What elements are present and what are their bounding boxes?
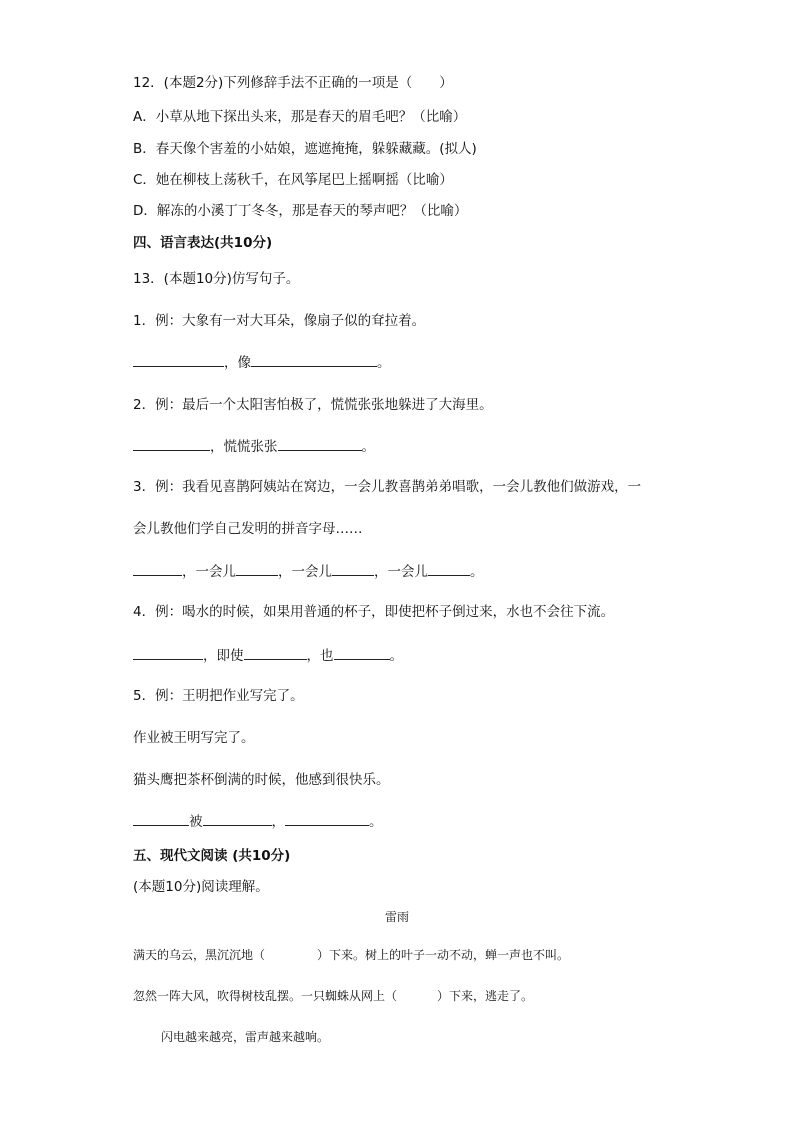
passage-paragraph-1: 满天的乌云，黑沉沉地（ ）下来。树上的叶子一动不动，蝉一声也不叫。 [133,948,570,962]
answer-blank[interactable] [133,561,182,576]
fill-line-1: ，像 。 [133,352,391,373]
example-5-answer: 作业被王明写完了。 [133,730,255,746]
section-4-heading: 四、语言表达(共10分) [133,235,273,251]
answer-blank[interactable] [244,645,307,660]
answer-blank[interactable] [133,645,203,660]
answer-blank[interactable] [203,811,272,826]
example-1: 1．例：大象有一对大耳朵，像扇子似的耷拉着。 [133,313,426,329]
fill-line-5: 被 ， 。 [133,811,383,832]
example-2: 2．例：最后一个太阳害怕极了，慌慌张张地躲进了大海里。 [133,397,493,413]
passage-paragraph-2: 忽然一阵大风，吹得树枝乱摆。一只蜘蛛从网上（ ）下来，逃走了。 [133,989,534,1003]
fill-line-4: ，即使 ，也 。 [133,645,403,666]
fill-line-2: ，慌慌张张 。 [133,436,375,457]
answer-blank[interactable] [285,811,369,826]
answer-blank[interactable] [236,561,278,576]
answer-blank[interactable] [334,645,390,660]
answer-blank[interactable] [251,352,377,367]
example-4: 4．例：喝水的时候，如果用普通的杯子，即使把杯子倒过来，水也不会往下流。 [133,604,615,620]
example-5-task: 猫头鹰把茶杯倒满的时候，他感到很快乐。 [133,772,390,788]
answer-blank[interactable] [278,436,362,451]
example-3-line-1: 3．例：我看见喜鹊阿姨站在窝边，一会儿教喜鹊弟弟唱歌，一会儿教他们做游戏，一 [133,479,642,495]
question-12-option-d: D．解冻的小溪丁丁冬冬，那是春天的琴声吧？（比喻） [133,203,468,219]
answer-blank[interactable] [428,561,470,576]
question-12-option-a: A．小草从地下探出头来，那是春天的眉毛吧？（比喻） [133,109,467,125]
question-12-stem: 12．(本题2分)下列修辞手法不正确的一项是（ ） [133,75,453,91]
example-5: 5．例：王明把作业写完了。 [133,688,304,704]
passage-title: 雷雨 [384,910,409,924]
fill-line-3: ，一会儿 ，一会儿 ，一会儿 。 [133,561,484,582]
answer-blank[interactable] [133,352,224,367]
example-3-line-2: 会儿教他们学自己发明的拼音字母…… [133,521,363,537]
section-5-heading: 五、现代文阅读 (共10分) [133,848,291,864]
answer-blank[interactable] [332,561,374,576]
answer-blank[interactable] [133,811,189,826]
reading-stem: (本题10分)阅读理解。 [133,879,269,895]
question-13-stem: 13．(本题10分)仿写句子。 [133,271,300,287]
answer-blank[interactable] [133,436,210,451]
question-12-option-c: C．她在柳枝上荡秋千，在风筝尾巴上摇啊摇（比喻） [133,172,453,188]
passage-paragraph-3: 闪电越来越亮，雷声越来越响。 [161,1030,330,1044]
question-12-option-b: B．春天像个害羞的小姑娘，遮遮掩掩，躲躲藏藏。(拟人) [133,141,477,157]
